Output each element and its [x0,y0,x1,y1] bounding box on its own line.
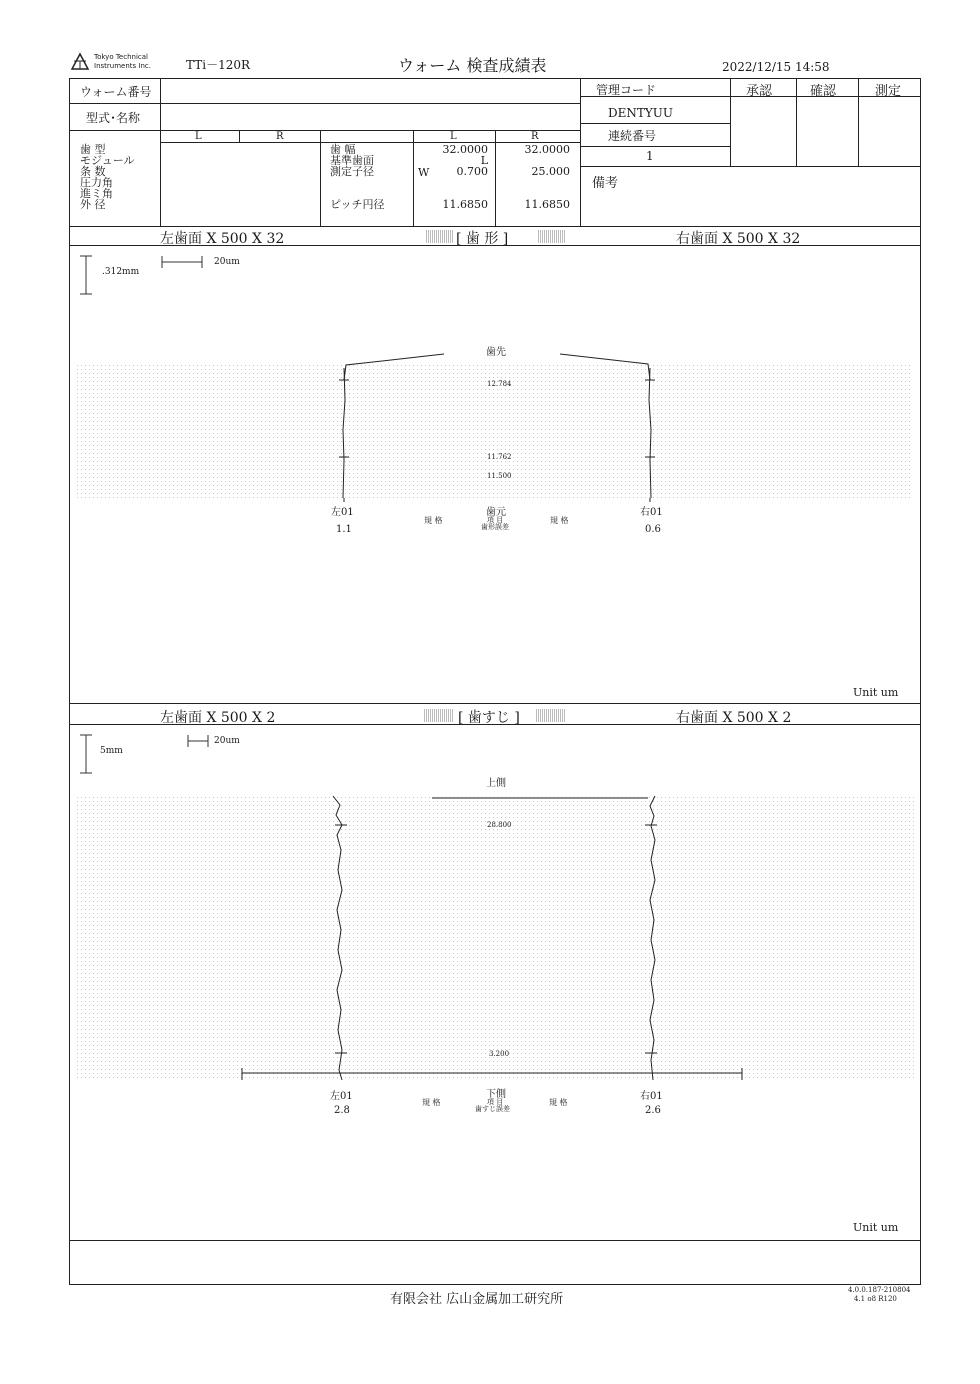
w-label: W [418,166,430,179]
lead-top-label: 上側 [486,778,506,789]
version-line-1: 4.0.0.187-210804 [848,1286,911,1294]
value-r: 32.0000 [524,143,570,156]
value-r: 11.6850 [524,198,570,211]
col-r-header-1: R [276,131,284,142]
management-code-label: 管理コード [596,83,657,97]
measure-label: 基準歯面 [330,154,374,167]
spec-label: 外 径 [80,198,106,211]
logo-text: Tokyo Technical Instruments Inc. [94,53,151,70]
type-name-label: 型式･名称 [86,111,141,125]
remarks-label: 備考 [592,176,619,191]
lead-right-value: 2.6 [645,1105,661,1116]
lead-value: 3.200 [489,1050,510,1058]
spec-label: 進ミ角 [80,187,113,200]
lead-left-title: 左歯面 X 500 X 2 [160,710,276,726]
value-l: 0.700 [456,165,488,178]
lead-right-title: 右歯面 X 500 X 2 [676,710,792,726]
profile-unit: Unit um [853,686,899,699]
print-datetime: 2022/12/15 14:58 [722,60,830,74]
profile-item-name: 歯形誤差 [481,523,509,531]
lead-spec-right: 規 格 [549,1098,568,1107]
lead-grid-texture [76,795,916,1080]
profile-right-tag: 右01 [640,507,663,518]
profile-top-label: 歯先 [486,347,506,358]
spec-label: 圧力角 [80,176,113,189]
profile-left-tag: 左01 [331,507,354,518]
profile-spec-right: 規 格 [550,516,569,525]
profile-item-label: 項 目 [487,516,504,524]
profile-spec-left: 規 格 [424,516,443,525]
spec-label: 歯 型 [80,143,106,156]
measure-label: 歯 幅 [330,143,356,156]
lead-item-label: 項 目 [487,1098,504,1106]
col-l-header-1: L [195,131,202,142]
lead-bottom-label: 下側 [486,1089,506,1100]
measure-label: 測定子径 [330,165,374,178]
lead-spec-left: 規 格 [422,1098,441,1107]
value-l: L [480,154,488,167]
lead-unit: Unit um [853,1221,899,1234]
value-l: 32.0000 [442,143,488,156]
lead-item-name: 歯すじ誤差 [475,1105,510,1113]
measure-label: ピッチ円径 [330,198,385,211]
management-code-value: DENTYUU [608,106,674,120]
lead-center-title: [ 歯すじ ] [458,710,520,726]
col-l-header-2: L [450,131,457,142]
lead-right-tag: 右01 [640,1091,663,1102]
profile-right-title: 右歯面 X 500 X 32 [676,231,801,247]
serial-value: 1 [646,149,654,163]
profile-value: 11.500 [487,472,512,480]
stamp-check: 確認 [810,84,837,99]
company-name: 有限会社 広山金属加工研究所 [390,1292,564,1307]
profile-center-title: [ 歯 形 ] [456,231,509,247]
value-l: 11.6850 [442,198,488,211]
lead-scale-h: 20um [214,736,240,746]
lead-scale-v: 5mm [100,746,123,756]
value-r: 25.000 [531,165,570,178]
profile-left-title: 左歯面 X 500 X 32 [160,231,285,247]
profile-bottom-label: 歯元 [486,507,506,518]
profile-scale-v: .312mm [102,267,140,277]
profile-value: 12.784 [487,380,512,388]
spec-label: 条 数 [80,165,106,178]
lead-left-value: 2.8 [334,1105,350,1116]
profile-left-value: 1.1 [336,524,352,535]
spec-label: モジュール [80,154,135,167]
stamp-measure: 測定 [875,84,902,99]
col-r-header-2: R [531,131,539,142]
stamp-approve: 承認 [746,84,773,99]
profile-value: 11.762 [487,453,512,461]
lead-left-tag: 左01 [330,1091,353,1102]
version-line-2: 4.1 o8 R120 [854,1295,897,1303]
profile-scale-h: 20um [214,257,240,267]
worm-number-label: ウォーム番号 [80,85,152,99]
lead-value: 28.800 [487,821,512,829]
profile-right-value: 0.6 [645,524,661,535]
model-name: TTi－120R [186,58,251,72]
serial-label: 連続番号 [608,129,657,143]
page-title: ウォーム 検査成績表 [398,56,547,75]
